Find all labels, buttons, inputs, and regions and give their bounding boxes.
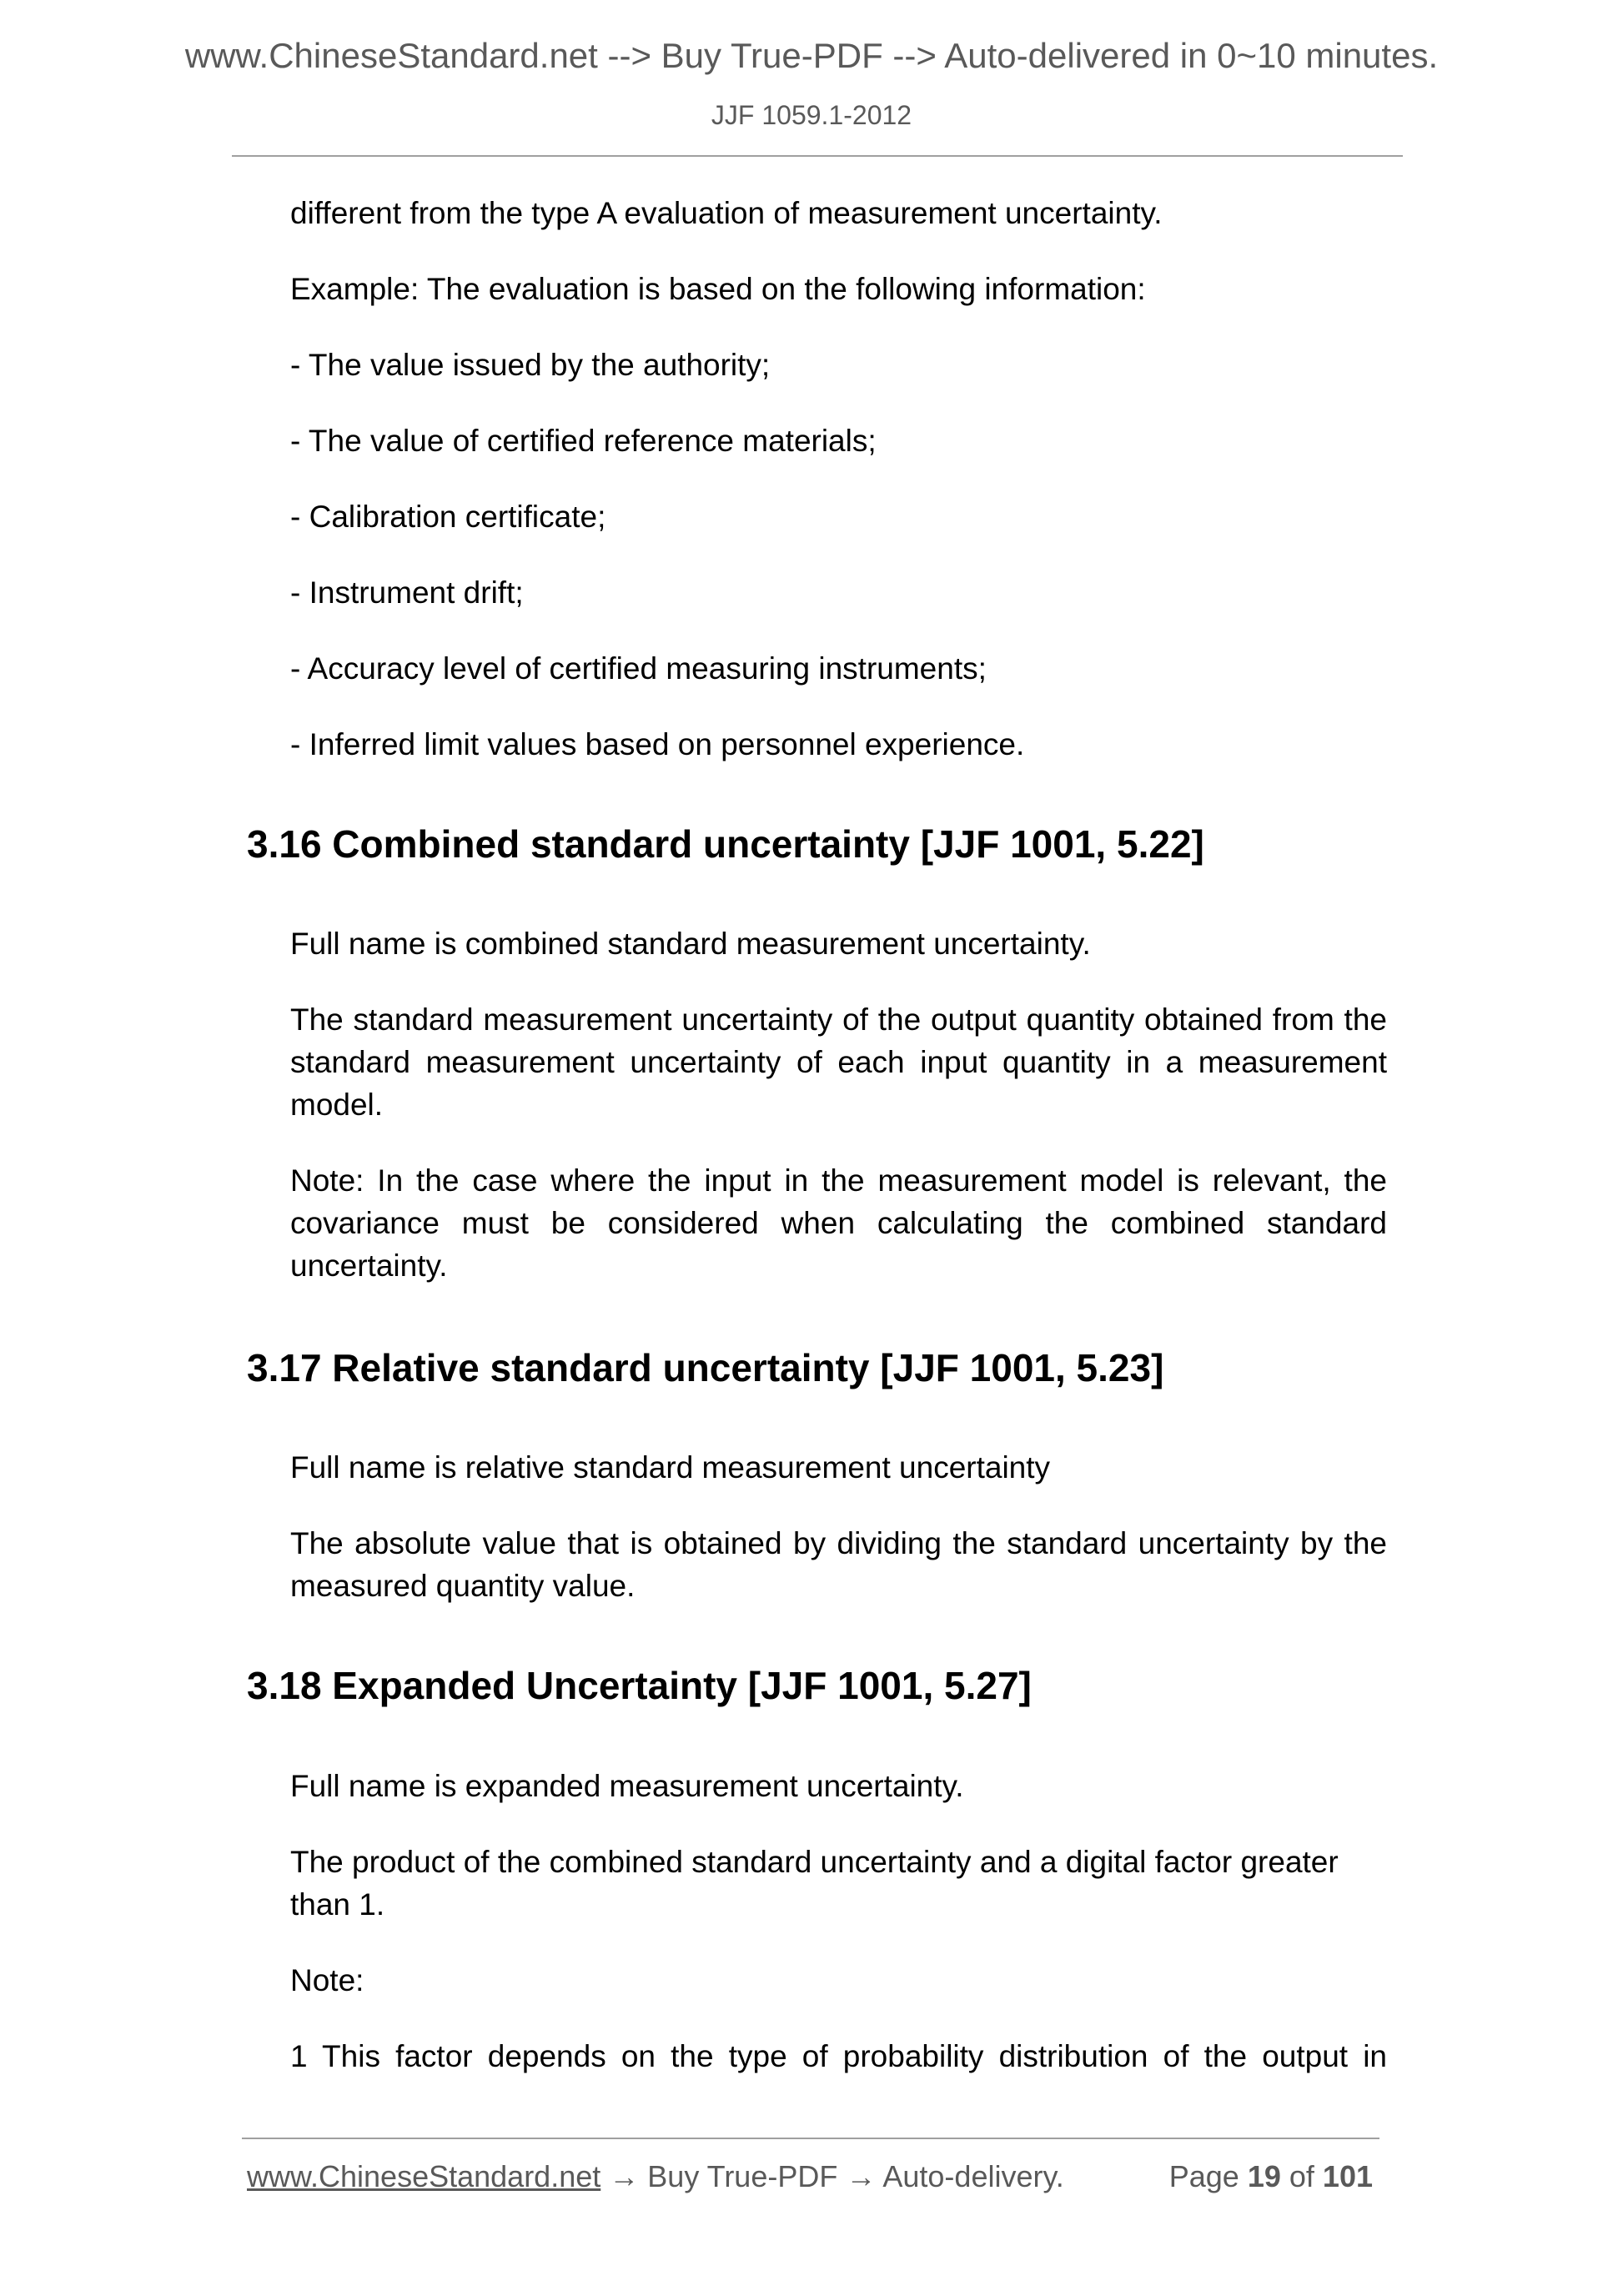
document-code: JJF 1059.1-2012 <box>711 100 912 130</box>
page-number: 19 <box>1247 2159 1281 2193</box>
footer-website-link[interactable]: www.ChineseStandard.net <box>247 2159 601 2193</box>
section-heading-3-17: 3.17 Relative standard uncertainty [JJF 1001, 5.23] <box>247 1346 1164 1389</box>
page-label: Page <box>1168 2159 1239 2193</box>
section-note: Note: In the case where the input in the measurement model is relevant, the covariance must be considered when calculating the combined standard uncertainty. <box>290 1163 1387 1283</box>
section-paragraph: The absolute value that is obtained by dividing the standard uncertainty by the measured quantity value. <box>290 1526 1387 1603</box>
total-pages: 101 <box>1322 2159 1373 2193</box>
example-item: - The value issued by the authority; <box>290 348 771 382</box>
section-note-label: Note: <box>290 1963 364 1997</box>
example-item: - The value of certified reference materials; <box>290 424 877 458</box>
arrow-right-icon: → <box>609 2159 640 2193</box>
section-note-item: 1 This factor depends on the type of probability distribution of the output in <box>290 2039 1387 2073</box>
footer-delivery-text: Auto-delivery. <box>882 2159 1064 2193</box>
example-intro: Example: The evaluation is based on the following information: <box>290 272 1146 306</box>
page-indicator <box>1169 2158 1373 2195</box>
section-paragraph: Full name is expanded measurement uncertainty. <box>290 1769 964 1803</box>
section-paragraph: Full name is combined standard measurement uncertainty. <box>290 927 1091 961</box>
continuation-text: different from the type A evaluation of measurement uncertainty. <box>290 196 1163 230</box>
page-footer <box>247 2158 1381 2195</box>
example-item: - Inferred limit values based on personnel experience. <box>290 727 1025 761</box>
arrow-right-icon: → <box>846 2159 877 2193</box>
header-divider <box>232 155 1403 157</box>
section-paragraph: The product of the combined standard uncertainty and a digital factor greater than 1. <box>290 1845 1339 1922</box>
footer-divider <box>242 2138 1379 2139</box>
example-item: - Instrument drift; <box>290 575 524 610</box>
example-item: - Accuracy level of certified measuring instruments; <box>290 651 987 686</box>
section-heading-3-18: 3.18 Expanded Uncertainty [JJF 1001, 5.27] <box>247 1664 1032 1707</box>
section-paragraph: The standard measurement uncertainty of the output quantity obtained from the standard measurement uncertainty of each input quantity in a measurement model. <box>290 1002 1387 1122</box>
section-paragraph: Full name is relative standard measurement uncertainty <box>290 1450 1051 1485</box>
example-item: - Calibration certificate; <box>290 500 606 534</box>
footer-buy-text: Buy True-PDF <box>647 2159 838 2193</box>
section-heading-3-16: 3.16 Combined standard uncertainty [JJF 1001, 5.22] <box>247 822 1204 866</box>
of-label: of <box>1289 2159 1314 2193</box>
header-banner: www.ChineseStandard.net --> Buy True-PDF --> Auto-delivered in 0~10 minutes. <box>184 36 1439 75</box>
